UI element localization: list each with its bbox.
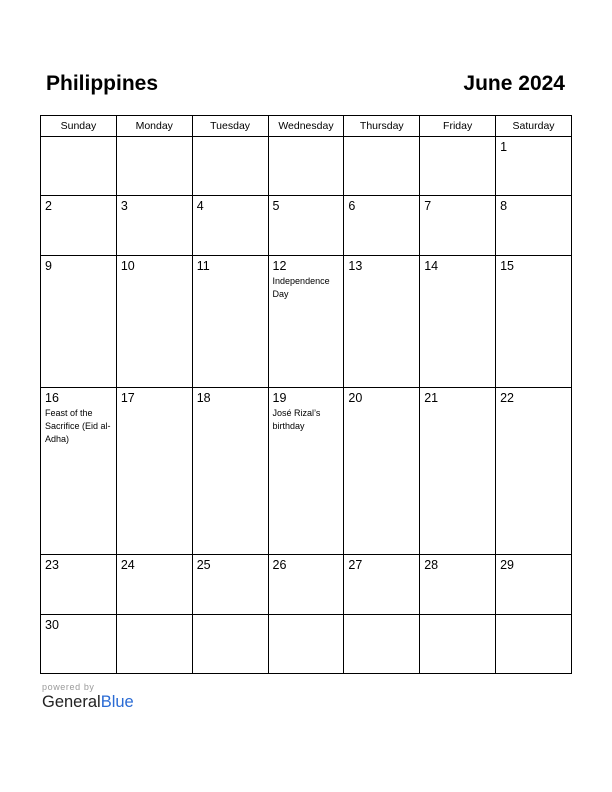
day-cell xyxy=(496,555,572,614)
day-cell xyxy=(116,137,192,196)
week-row xyxy=(41,137,572,196)
day-number: 12 xyxy=(272,258,287,273)
country-title: Philippines xyxy=(46,72,159,95)
day-cell xyxy=(268,137,344,196)
day-cell xyxy=(41,387,117,554)
day-cell xyxy=(192,255,268,387)
footer-branding xyxy=(42,682,134,712)
day-cell xyxy=(116,614,192,673)
day-number: 27 xyxy=(348,558,363,573)
week-row xyxy=(41,255,572,387)
day-cell xyxy=(268,614,344,673)
day-cell xyxy=(268,196,344,255)
logo-general: General xyxy=(42,693,101,711)
week-row xyxy=(41,196,572,255)
holiday-label: Independence Day xyxy=(272,275,330,299)
day-cell xyxy=(344,555,420,614)
day-cell xyxy=(268,387,344,554)
day-number: 7 xyxy=(424,199,432,214)
weekday-friday: Friday xyxy=(420,116,496,137)
day-number: 3 xyxy=(120,199,128,214)
day-number: 29 xyxy=(500,558,514,573)
day-cell xyxy=(116,196,192,255)
day-cell xyxy=(496,255,572,387)
day-cell xyxy=(192,387,268,554)
day-cell xyxy=(344,387,420,554)
day-cell xyxy=(268,255,344,387)
day-number: 20 xyxy=(348,390,363,405)
day-number: 18 xyxy=(196,390,211,405)
day-number: 10 xyxy=(120,258,135,273)
logo-blue: Blue xyxy=(100,693,134,711)
weekday-tuesday: Tuesday xyxy=(192,116,268,137)
day-number: 5 xyxy=(272,199,280,214)
day-cell xyxy=(41,255,117,387)
weekday-sunday: Sunday xyxy=(41,116,117,137)
holiday-label: Feast of the Sacrifice (Eid al-Adha) xyxy=(45,407,111,444)
week-row xyxy=(41,614,572,673)
day-cell xyxy=(496,196,572,255)
day-number: 4 xyxy=(196,199,204,214)
day-cell xyxy=(496,614,572,673)
day-number: 30 xyxy=(45,617,59,632)
day-number: 19 xyxy=(272,390,287,405)
day-cell xyxy=(420,196,496,255)
day-cell xyxy=(420,614,496,673)
day-cell xyxy=(420,387,496,554)
day-number: 9 xyxy=(45,258,52,273)
day-number: 24 xyxy=(120,558,135,573)
day-number: 11 xyxy=(196,258,210,273)
day-number: 1 xyxy=(500,140,508,154)
day-cell xyxy=(420,137,496,196)
day-cell xyxy=(344,196,420,255)
day-cell xyxy=(192,137,268,196)
week-row xyxy=(41,555,572,614)
weekday-wednesday: Wednesday xyxy=(268,116,344,137)
day-cell xyxy=(344,137,420,196)
day-number: 16 xyxy=(45,390,59,405)
calendar-grid xyxy=(40,115,572,674)
day-cell xyxy=(420,555,496,614)
day-number: 6 xyxy=(348,199,356,214)
day-number: 2 xyxy=(45,199,52,214)
powered-by-text: powered by xyxy=(42,682,95,692)
holiday-label: José Rizal’s birthday xyxy=(272,407,321,431)
day-cell xyxy=(192,196,268,255)
day-number: 17 xyxy=(120,390,135,405)
day-number: 14 xyxy=(424,258,439,273)
week-row xyxy=(41,387,572,554)
day-cell xyxy=(192,555,268,614)
day-cell xyxy=(116,255,192,387)
weekday-saturday: Saturday xyxy=(496,116,572,137)
day-cell xyxy=(268,555,344,614)
day-number: 15 xyxy=(500,258,514,273)
day-cell xyxy=(116,555,192,614)
day-cell xyxy=(41,196,117,255)
day-cell xyxy=(41,137,117,196)
day-cell xyxy=(420,255,496,387)
day-cell xyxy=(496,137,572,196)
day-cell xyxy=(192,614,268,673)
day-number: 28 xyxy=(424,558,439,573)
weekday-header-row xyxy=(41,116,572,137)
day-number: 25 xyxy=(196,558,211,573)
day-cell xyxy=(344,255,420,387)
day-number: 22 xyxy=(500,390,514,405)
day-cell xyxy=(344,614,420,673)
weekday-thursday: Thursday xyxy=(344,116,420,137)
generalblue-logo xyxy=(42,693,134,712)
day-cell xyxy=(496,387,572,554)
day-cell xyxy=(41,555,117,614)
day-number: 21 xyxy=(424,390,439,405)
day-cell xyxy=(116,387,192,554)
day-cell xyxy=(41,614,117,673)
day-number: 8 xyxy=(500,199,508,214)
month-title: June 2024 xyxy=(463,72,565,95)
day-number: 13 xyxy=(348,258,363,273)
day-number: 26 xyxy=(272,558,287,573)
weekday-monday: Monday xyxy=(116,116,192,137)
day-number: 23 xyxy=(45,558,59,573)
